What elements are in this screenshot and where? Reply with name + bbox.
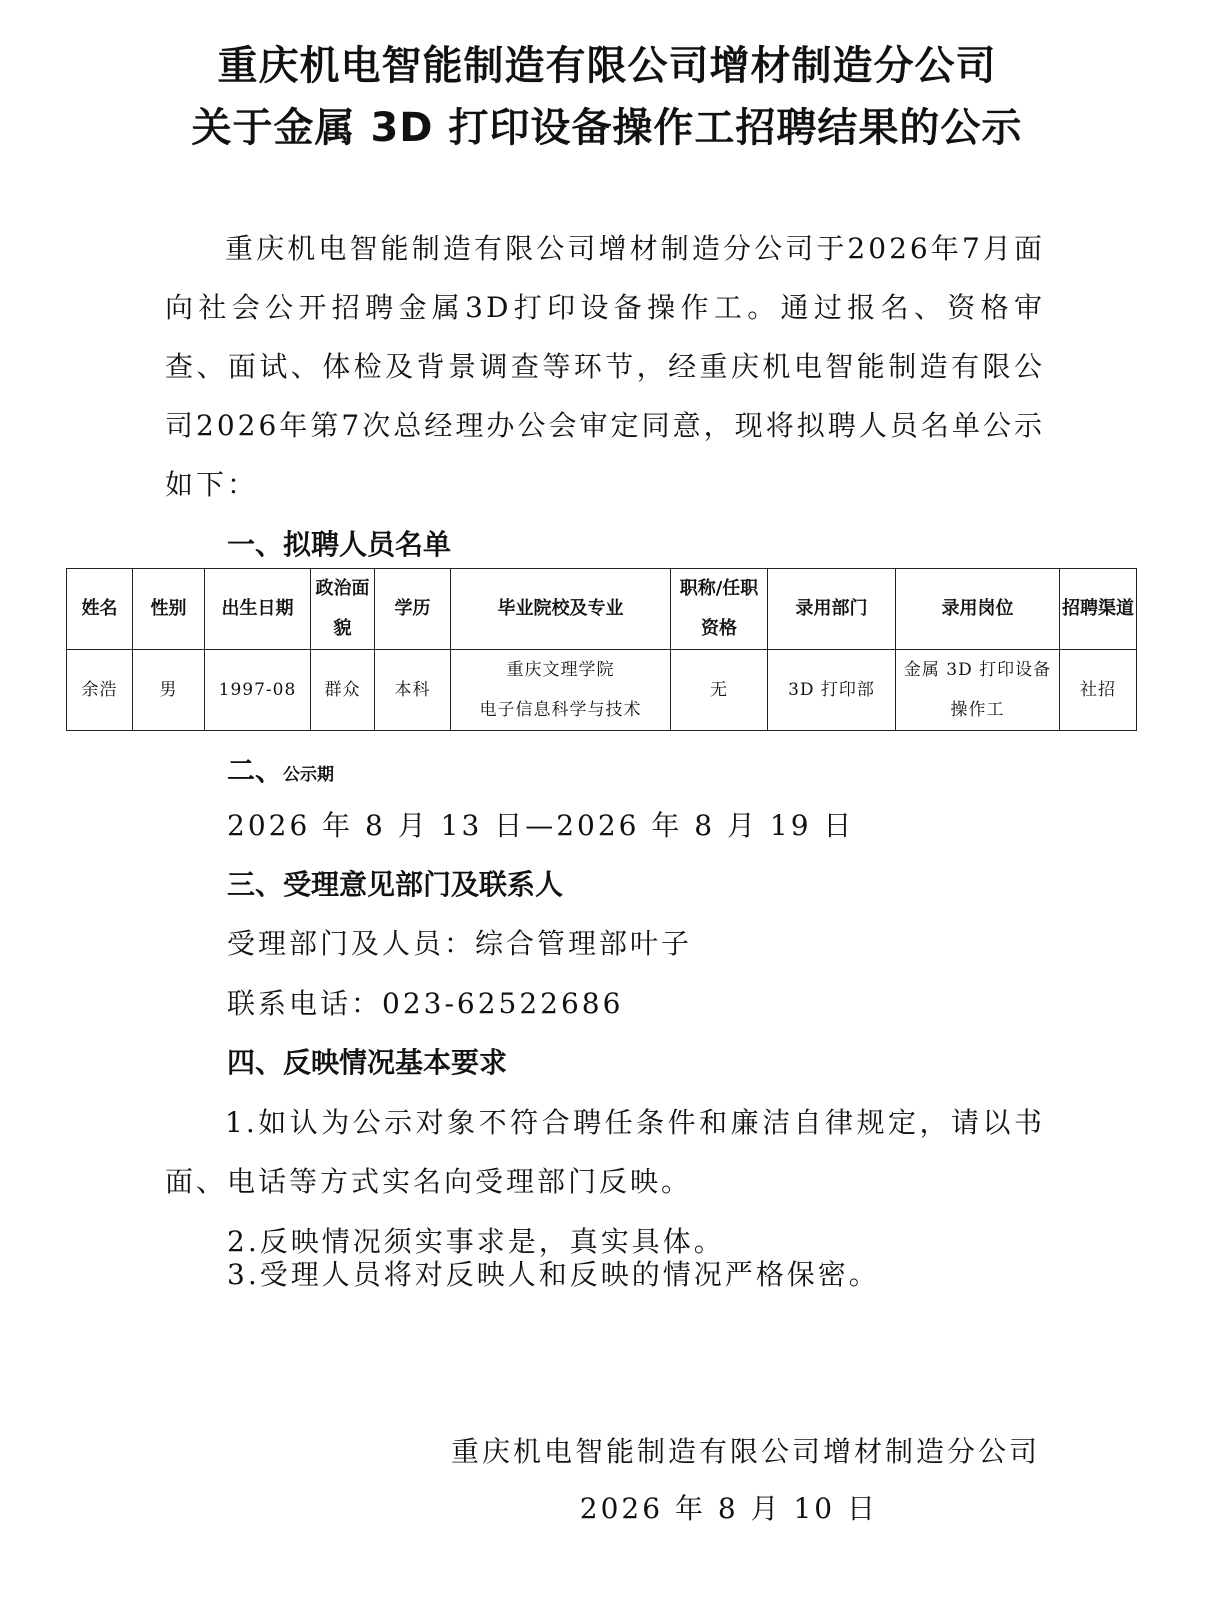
cell-major: 电子信息科学与技术 — [479, 700, 642, 720]
header-department: 录用部门 — [768, 569, 896, 650]
cell-department: 3D 打印部 — [768, 650, 896, 731]
section-heading-period — [227, 751, 334, 795]
header-position: 录用岗位 — [896, 569, 1060, 650]
candidate-table — [66, 568, 1137, 731]
table-row — [67, 650, 1137, 731]
header-gender: 性别 — [133, 569, 205, 650]
section-heading-candidates: 一、拟聘人员名单 — [227, 528, 452, 561]
signature-date: 2026 年 8 月 10 日 — [579, 1492, 878, 1525]
cell-name: 余浩 — [67, 650, 133, 731]
contact-phone: 联系电话：023-62522686 — [227, 987, 624, 1020]
cell-political: 群众 — [311, 650, 375, 731]
header-name: 姓名 — [67, 569, 133, 650]
table-header-row — [67, 569, 1137, 650]
publicity-period: 2026 年 8 月 13 日—2026 年 8 月 19 日 — [227, 809, 855, 842]
header-birth: 出生日期 — [205, 569, 311, 650]
section2-label: 公示期 — [283, 765, 335, 785]
document-title-line1: 重庆机电智能制造有限公司增材制造分公司 — [217, 43, 997, 89]
requirement-2: 2.反映情况须实事求是，真实具体。 — [227, 1225, 725, 1258]
signature-company: 重庆机电智能制造有限公司增材制造分公司 — [450, 1435, 1040, 1468]
header-political: 政治面貌 — [311, 569, 375, 650]
contact-department: 受理部门及人员：综合管理部叶子 — [227, 927, 693, 960]
intro-paragraph: 重庆机电智能制造有限公司增材制造分公司于2026年7月面向社会公开招聘金属3D打印设备操作工。通过报名、资格审查、面试、体检及背景调查等环节，经重庆机电智能制造有限公司2026年第7次总经理办公会审定同意，现将拟聘人员名单公示如下： — [165, 232, 1045, 501]
cell-channel: 社招 — [1060, 650, 1137, 731]
section-heading-requirements: 四、反映情况基本要求 — [227, 1046, 508, 1079]
header-title: 职称/任职资格 — [671, 569, 768, 650]
cell-school: 重庆文理学院 — [506, 660, 615, 680]
section-heading-contact: 三、受理意见部门及联系人 — [227, 868, 564, 901]
header-channel: 招聘渠道 — [1060, 569, 1137, 650]
cell-position: 金属 3D 打印设备操作工 — [896, 650, 1060, 731]
section2-prefix: 二、 — [227, 754, 284, 787]
header-school-major: 毕业院校及专业 — [451, 569, 671, 650]
document-title-line2: 关于金属 3D 打印设备操作工招聘结果的公示 — [191, 105, 1023, 151]
cell-gender: 男 — [133, 650, 205, 731]
requirement-3: 3.受理人员将对反映人和反映的情况严格保密。 — [227, 1258, 880, 1291]
cell-school-major — [451, 650, 671, 731]
cell-education: 本科 — [375, 650, 451, 731]
requirement-1: 1.如认为公示对象不符合聘任条件和廉洁自律规定，请以书面、电话等方式实名向受理部门反映。 — [165, 1106, 1045, 1198]
header-education: 学历 — [375, 569, 451, 650]
cell-title: 无 — [671, 650, 768, 731]
cell-birth: 1997-08 — [205, 650, 311, 731]
